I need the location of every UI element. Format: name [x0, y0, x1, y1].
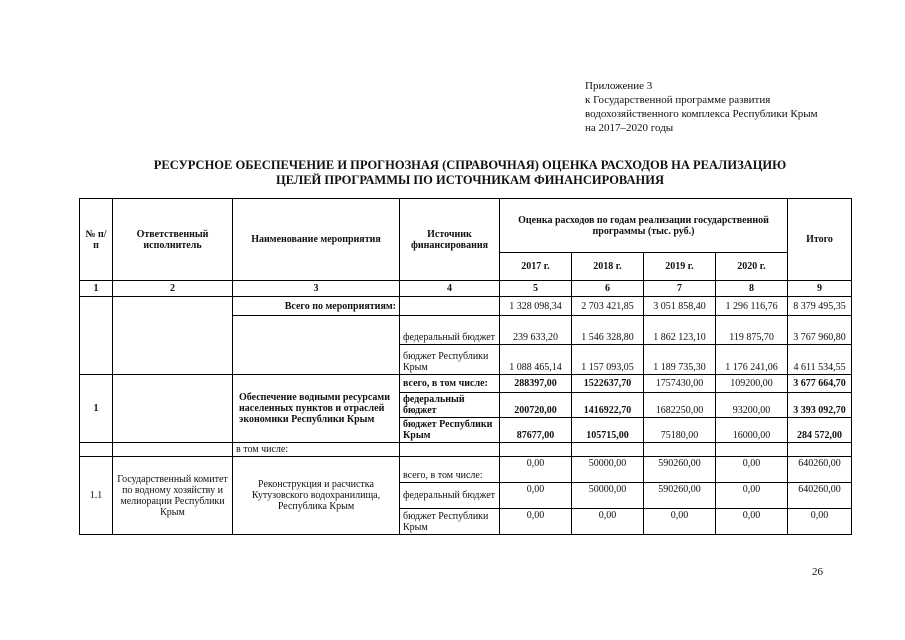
header-year: 2019 г.: [644, 253, 716, 281]
value-cell: 284 572,00: [788, 418, 852, 443]
value-cell: 0,00: [500, 483, 572, 509]
value-cell: 1682250,00: [644, 393, 716, 418]
col-number: 6: [572, 281, 644, 297]
value-cell: 0,00: [500, 509, 572, 535]
value-cell: 0,00: [716, 509, 788, 535]
table-row: [80, 345, 852, 375]
value-cell: 119 875,70: [716, 316, 788, 345]
value-cell: 3 767 960,80: [788, 316, 852, 345]
title-line: РЕСУРСНОЕ ОБЕСПЕЧЕНИЕ И ПРОГНОЗНАЯ (СПРАВОЧНАЯ) ОЦЕНКА РАСХОДОВ НА РЕАЛИЗАЦИЮ: [153, 158, 787, 172]
col-number: 7: [644, 281, 716, 297]
column-number-row: [80, 281, 852, 297]
source-label: бюджет Республики Крым: [400, 418, 500, 443]
source-label: бюджет Республики Крым: [400, 345, 500, 375]
value-cell: 239 633,20: [500, 316, 572, 345]
col-number: 8: [716, 281, 788, 297]
value-cell: 1 328 098,34: [500, 297, 572, 316]
source-label: всего, в том числе:: [400, 457, 500, 483]
header-year: 2020 г.: [716, 253, 788, 281]
value-cell: 0,00: [500, 457, 572, 483]
value-cell: 0,00: [716, 483, 788, 509]
value-cell: 640260,00: [788, 457, 852, 483]
header-num: № п/п: [80, 199, 113, 281]
value-cell: 4 611 534,55: [788, 345, 852, 375]
source-label: бюджет Республики Крым: [400, 509, 500, 535]
document-title: [150, 158, 790, 188]
value-cell: 640260,00: [788, 483, 852, 509]
row-number: 1: [80, 375, 113, 443]
col-number: 3: [233, 281, 400, 297]
value-cell: 105715,00: [572, 418, 644, 443]
value-cell: 1 546 328,80: [572, 316, 644, 345]
value-cell: 3 677 664,70: [788, 375, 852, 393]
value-cell: 288397,00: [500, 375, 572, 393]
executor-name: Государственный комитет по водному хозяйству и мелиорации Республики Крым: [113, 457, 233, 535]
table-row: [80, 297, 852, 316]
appendix-line: Приложение 3: [585, 80, 653, 92]
value-cell: 93200,00: [716, 393, 788, 418]
appendix-line: водохозяйственного комплекса Республики Крым: [585, 108, 818, 120]
appendix-line: на 2017–2020 годы: [585, 122, 674, 134]
value-cell: 8 379 495,35: [788, 297, 852, 316]
col-number: 4: [400, 281, 500, 297]
source-label: всего, в том числе:: [400, 375, 500, 393]
value-cell: 87677,00: [500, 418, 572, 443]
table-row: [80, 457, 852, 483]
activity-name: Реконструкция и расчистка Кутузовского водохранилища, Республика Крым: [233, 457, 400, 535]
header-year: 2018 г.: [572, 253, 644, 281]
value-cell: 2 703 421,85: [572, 297, 644, 316]
value-cell: 1416922,70: [572, 393, 644, 418]
header-source: Источник финансирования: [400, 199, 500, 281]
value-cell: 1 157 093,05: [572, 345, 644, 375]
value-cell: 0,00: [788, 509, 852, 535]
table-row: [80, 375, 852, 393]
header-year: 2017 г.: [500, 253, 572, 281]
source-label: федеральный бюджет: [400, 393, 500, 418]
col-number: 9: [788, 281, 852, 297]
value-cell: 200720,00: [500, 393, 572, 418]
appendix-note: [585, 79, 818, 135]
value-cell: 1522637,70: [572, 375, 644, 393]
value-cell: 0,00: [572, 509, 644, 535]
value-cell: 0,00: [644, 509, 716, 535]
value-cell: 3 393 092,70: [788, 393, 852, 418]
col-number: 1: [80, 281, 113, 297]
resource-table: [79, 198, 852, 535]
value-cell: 1 862 123,10: [644, 316, 716, 345]
header-total: Итого: [788, 199, 852, 281]
value-cell: 590260,00: [644, 457, 716, 483]
table-row: [80, 443, 852, 457]
value-cell: 75180,00: [644, 418, 716, 443]
value-cell: 109200,00: [716, 375, 788, 393]
table-row: [80, 316, 852, 345]
summary-label: Всего по мероприятиям:: [233, 297, 400, 316]
value-cell: 3 051 858,40: [644, 297, 716, 316]
title-line: ЦЕЛЕЙ ПРОГРАММЫ ПО ИСТОЧНИКАМ ФИНАНСИРОВАНИЯ: [276, 173, 664, 187]
value-cell: 50000,00: [572, 457, 644, 483]
value-cell: 16000,00: [716, 418, 788, 443]
value-cell: 0,00: [716, 457, 788, 483]
appendix-line: к Государственной программе развития: [585, 94, 771, 106]
row-number: 1.1: [80, 457, 113, 535]
source-label: федеральный бюджет: [400, 483, 500, 509]
header-executor: Ответственный исполнитель: [113, 199, 233, 281]
header-estimate: Оценка расходов по годам реализации государственной программы (тыс. руб.): [500, 199, 788, 253]
col-number: 5: [500, 281, 572, 297]
source-label: федеральный бюджет: [400, 316, 500, 345]
value-cell: 590260,00: [644, 483, 716, 509]
activity-name: Обеспечение водными ресурсами населенных пунктов и отраслей экономики Республики Крым: [233, 375, 400, 443]
value-cell: 1 296 116,76: [716, 297, 788, 316]
value-cell: 1757430,00: [644, 375, 716, 393]
value-cell: 1 176 241,06: [716, 345, 788, 375]
value-cell: 50000,00: [572, 483, 644, 509]
col-number: 2: [113, 281, 233, 297]
page-number: 26: [812, 566, 823, 578]
header-activity: Наименование мероприятия: [233, 199, 400, 281]
including-label: в том числе:: [233, 443, 400, 457]
value-cell: 1 088 465,14: [500, 345, 572, 375]
value-cell: 1 189 735,30: [644, 345, 716, 375]
